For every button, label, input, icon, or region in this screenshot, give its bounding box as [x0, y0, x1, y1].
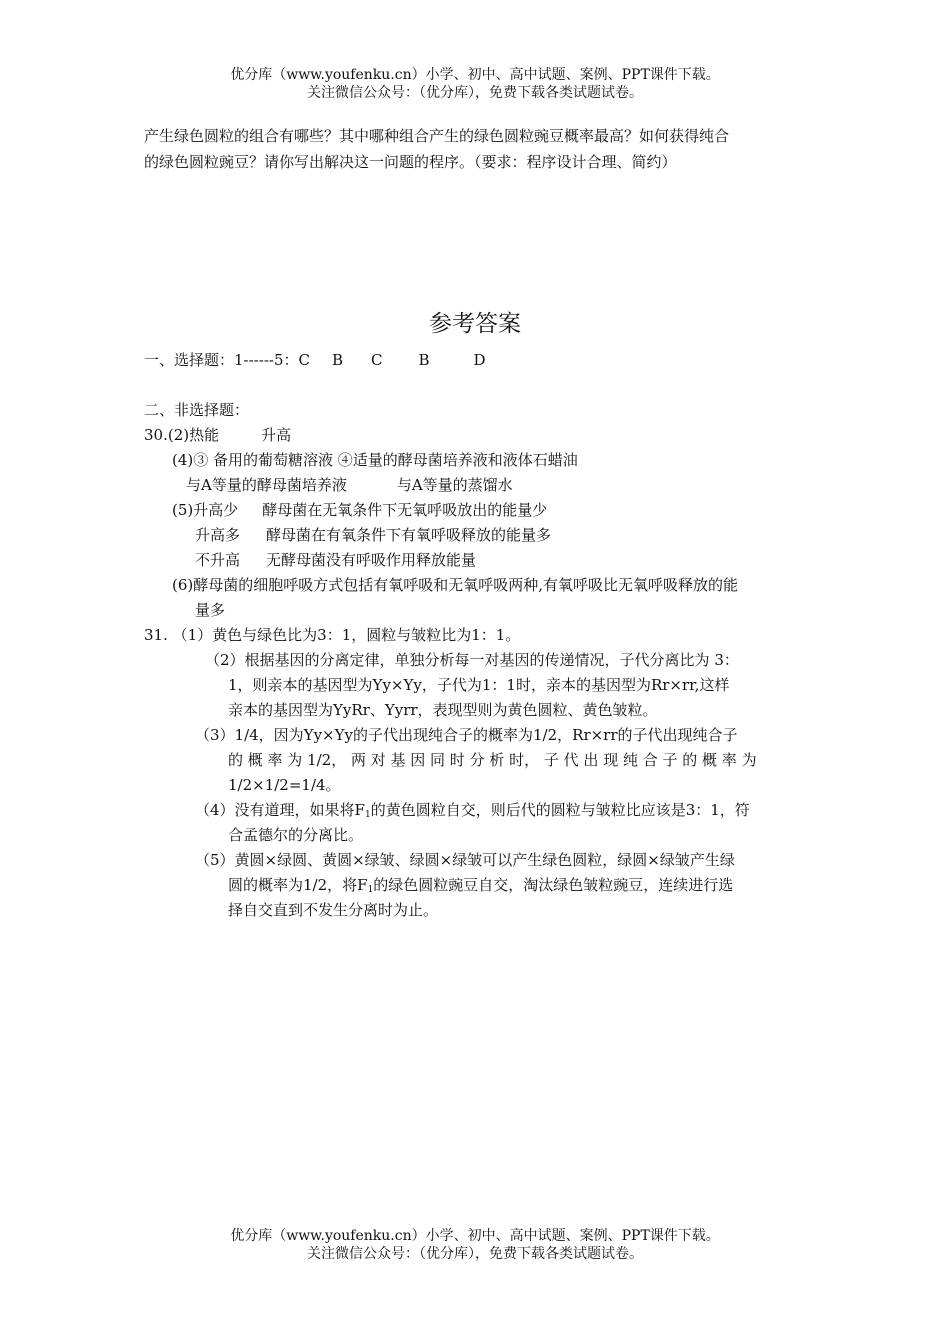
choice-answer-3: C	[371, 351, 383, 369]
q31-part-1: 31. （1）黄色与绿色比为3：1，圆粒与皱粒比为1：1。	[144, 626, 521, 644]
q31-part-4-line-1	[195, 800, 750, 825]
q31-part-5-line-3: 择自交直到不发生分离时为止。	[228, 901, 439, 919]
question-tail-line-1: 产生绿色圆粒的组合有哪些？其中哪种组合产生的绿色圆粒豌豆概率最高？如何获得纯合	[144, 127, 730, 145]
q31-part-4-line-2: 合孟德尔的分离比。	[228, 826, 364, 844]
q30-line-5a: 升高多	[195, 526, 241, 544]
q30-line-2: (4)③ 备用的葡萄糖溶液 ④适量的酵母菌培养液和液体石蜡油	[172, 451, 578, 469]
choice-answer-2: B	[331, 351, 344, 369]
footer-line-2: 关注微信公众号：（优分库），免费下载各类试题试卷。	[307, 1246, 643, 1262]
q30-line-3a: 与A等量的酵母菌培养液	[186, 476, 347, 494]
header-line-1: 优分库（www.youfenku.cn）小学、初中、高中试题、案例、PPT课件下载。	[230, 67, 720, 83]
q31-part-2-line-1: （2）根据基因的分离定律，单独分析每一对基因的传递情况，子代分离比为 3：	[205, 651, 739, 669]
question-tail-line-2: 的绿色圆粒豌豆？请你写出解决这一问题的程序。（要求：程序设计合理、简约）	[144, 153, 677, 171]
choice-label: 一、选择题：1------5：C	[144, 351, 310, 369]
q31-part-5-text-b: 的绿色圆粒豌豆自交，淘汰绿色皱粒豌豆，连续进行选	[373, 876, 734, 894]
q30-line-4b: 酵母菌在无氧条件下无氧呼吸放出的能量少	[262, 501, 548, 519]
header-line-2: 关注微信公众号：（优分库），免费下载各类试题试卷。	[307, 85, 643, 101]
q30-line-6b: 无酵母菌没有呼吸作用释放能量	[266, 551, 477, 569]
q30-line-4a: (5)升高少	[172, 501, 239, 519]
q31-part-4-text-a: （4）没有道理，如果将F	[195, 801, 365, 819]
q30-line-8: 量多	[195, 601, 226, 619]
footer-line-1: 优分库（www.youfenku.cn）小学、初中、高中试题、案例、PPT课件下载。	[230, 1228, 720, 1244]
q31-part-3-line-3: 1/2×1/2=1/4。	[228, 776, 341, 794]
f1-subscript: 1	[367, 885, 374, 895]
f1-subscript: 1	[364, 810, 371, 820]
q30-line-3b: 与A等量的蒸馏水	[396, 476, 513, 494]
choice-answer-4: B	[418, 351, 430, 369]
q31-part-2-line-3: 亲本的基因型为YyRr、Yyrr，表现型则为黄色圆粒、黄色皱粒。	[228, 701, 658, 719]
q31-part-4-text-b: 的黄色圆粒自交，则后代的圆粒与皱粒比应该是3：1，符	[370, 801, 750, 819]
q30-line-5	[195, 525, 551, 545]
q30-line-7: (6)酵母菌的细胞呼吸方式包括有氧呼吸和无氧呼吸两种,有氧呼吸比无氧呼吸释放的能	[172, 576, 739, 594]
answers-title: 参考答案	[429, 311, 521, 337]
q30-line-6	[195, 550, 476, 570]
q31-part-3-line-1: （3）1/4，因为Yy×Yy的子代出现纯合子的概率为1/2，Rr×rr的子代出现纯合子	[195, 726, 738, 744]
page-header	[0, 66, 950, 102]
q30-line-5b: 酵母菌在有氧条件下有氧呼吸释放的能量多	[266, 526, 552, 544]
q30-part2-value: 升高	[261, 426, 292, 444]
q30-line-1	[144, 425, 291, 445]
q30-line-4	[172, 500, 547, 520]
q30-part2-label: 30.(2)热能	[144, 426, 220, 444]
q31-part-3-line-2: 的 概 率 为 1/2， 两 对 基 因 同 时 分 析 时， 子 代 出 现 纯 合 子 的 概 率 为	[228, 751, 757, 769]
q30-line-6a: 不升高	[195, 551, 241, 569]
page-footer	[0, 1227, 950, 1263]
nonchoice-label: 二、非选择题：	[144, 401, 250, 419]
q31-part-5-line-1: （5）黄圆×绿圆、黄圆×绿皱、绿圆×绿皱可以产生绿色圆粒，绿圆×绿皱产生绿	[195, 851, 735, 869]
choice-answers	[144, 350, 486, 370]
q30-line-3	[186, 475, 513, 495]
q31-part-2-line-2: 1，则亲本的基因型为Yy×Yy，子代为1：1时，亲本的基因型为Rr×rr,这样	[228, 676, 730, 694]
q31-part-5-line-2	[228, 875, 733, 900]
q31-part-5-text-a: 圆的概率为1/2，将F	[228, 876, 368, 894]
choice-answer-5: D	[473, 351, 486, 369]
